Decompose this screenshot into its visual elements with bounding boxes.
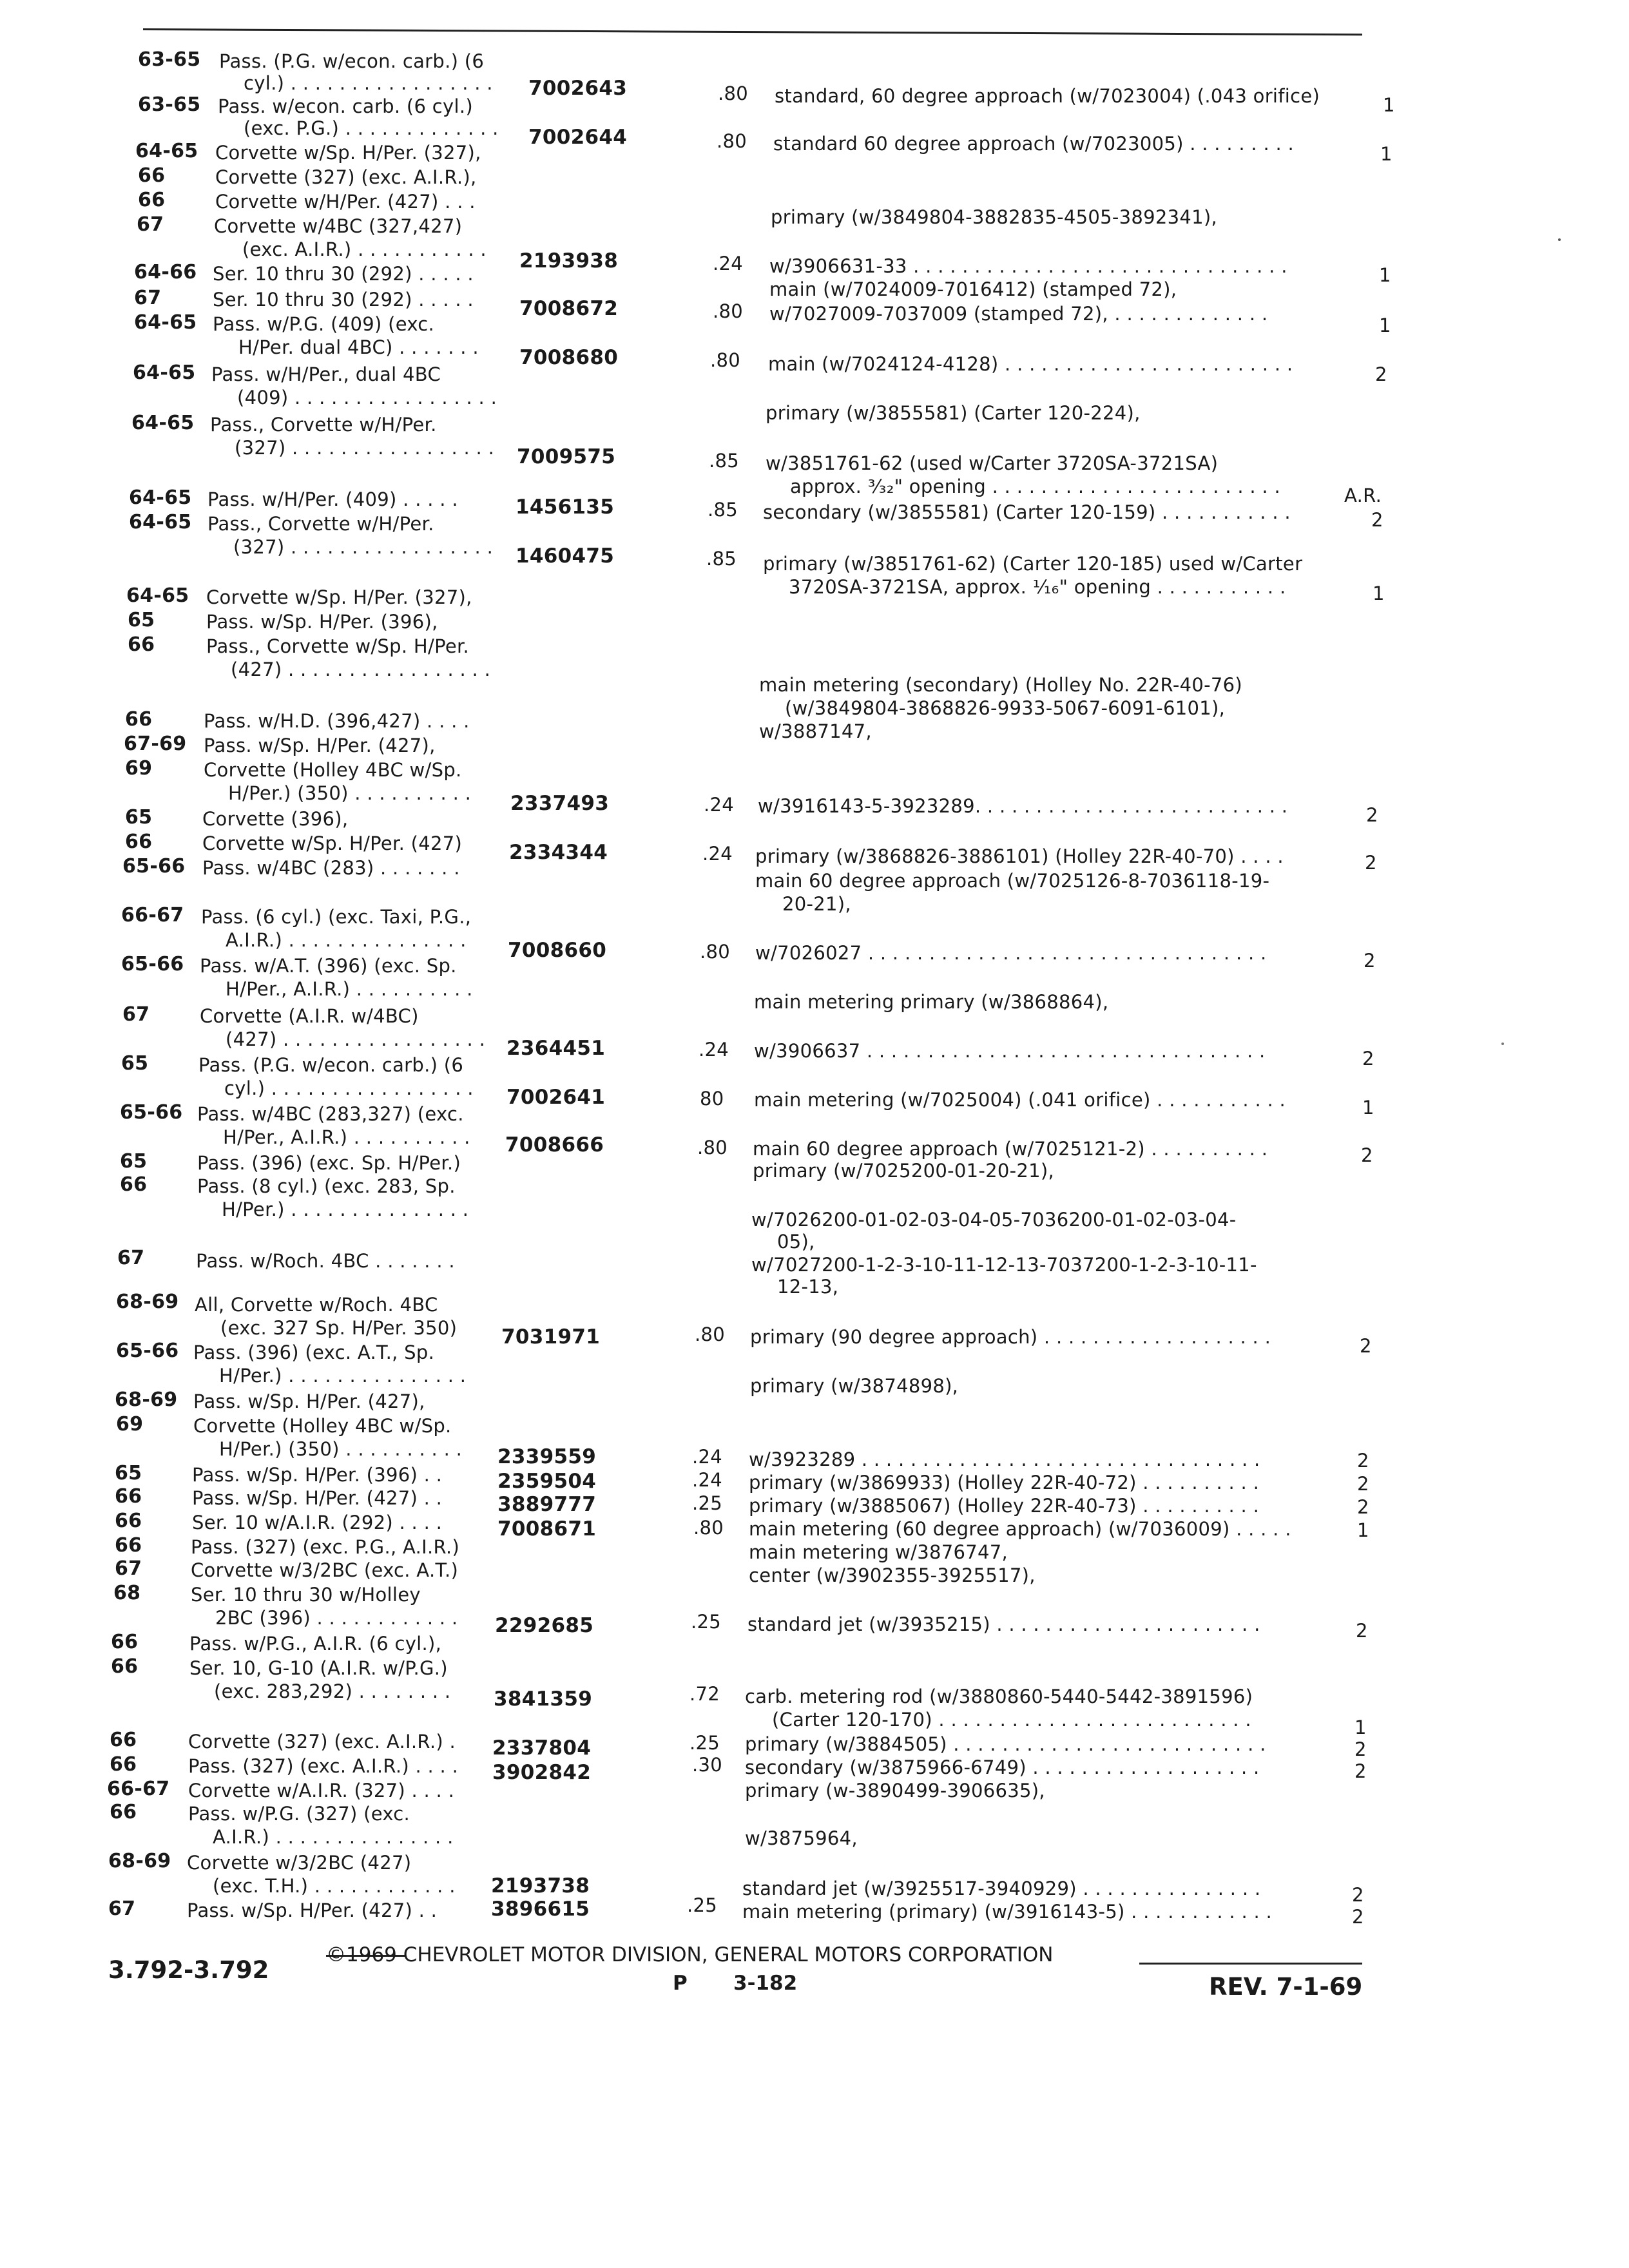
description-text: main 60 degree approach (w/7025126-8-7036118-19-: [755, 870, 1270, 892]
copyright-line: ©1969 CHEVROLET MOTOR DIVISION, GENERAL MOTORS CORPORATION: [326, 1943, 1054, 1966]
part-number: 7008672: [519, 297, 619, 320]
model-year: 68-69: [116, 1291, 179, 1313]
description-text: carb. metering rod (w/3880860-5440-5442-3891596): [745, 1686, 1253, 1707]
application-text: Corvette (327) (exc. A.I.R.) .: [188, 1731, 456, 1753]
quantity: 1: [1379, 314, 1391, 336]
part-number: 2364451: [506, 1037, 606, 1060]
top-rule: [143, 28, 1362, 35]
application-text: Corvette (Holley 4BC w/Sp.: [193, 1415, 452, 1437]
part-number: 2334344: [509, 841, 608, 864]
description-text: primary (w/3869933) (Holley 22R-40-72) . . . . . . . . . .: [749, 1472, 1260, 1494]
part-number: 2337493: [510, 792, 610, 815]
price-group: .30: [692, 1754, 723, 1776]
description-text: w/7027009-7037009 (stamped 72), . . . . . . . . . . . . .: [769, 303, 1268, 325]
part-number: 7008660: [508, 939, 607, 962]
model-year: 65: [121, 1052, 149, 1075]
model-year: 63-65: [138, 48, 201, 71]
quantity: 2: [1362, 1048, 1374, 1070]
description-text: 05),: [777, 1231, 815, 1253]
part-number: 2339559: [497, 1445, 597, 1468]
application-text: (427) . . . . . . . . . . . . . . . . .: [231, 658, 491, 680]
description-text: standard jet (w/3925517-3940929) . . . . . . . . . . . . . . .: [742, 1878, 1261, 1899]
application-text: Ser. 10 w/A.I.R. (292) . . . .: [192, 1512, 443, 1533]
model-year: 67: [117, 1247, 145, 1269]
model-year: 69: [125, 757, 153, 780]
model-year: 66: [111, 1631, 139, 1653]
model-year: 65: [120, 1150, 148, 1173]
description-text: primary (w/3849804-3882835-4505-3892341),: [771, 206, 1218, 228]
model-year: 64-65: [135, 140, 198, 162]
application-text: H/Per.) (350) . . . . . . . . . .: [228, 782, 472, 804]
part-number: 3889777: [497, 1493, 597, 1516]
application-text: H/Per. dual 4BC) . . . . . . .: [238, 336, 479, 358]
price-group: .85: [706, 548, 737, 570]
model-year: 67-69: [124, 733, 187, 755]
part-number: 7002644: [528, 126, 628, 149]
application-text: Pass. w/H.D. (396,427) . . . .: [204, 710, 470, 732]
application-text: (exc. A.I.R.) . . . . . . . . . . .: [242, 238, 487, 260]
application-text: H/Per.) . . . . . . . . . . . . . . .: [222, 1198, 469, 1220]
application-text: (327) . . . . . . . . . . . . . . . . .: [233, 536, 494, 558]
application-text: Corvette w/Sp. H/Per. (427): [202, 832, 463, 854]
price-group: .25: [691, 1611, 722, 1633]
price-group: .85: [708, 499, 738, 521]
price-group: .80: [697, 1137, 728, 1158]
quantity: A.R.: [1344, 485, 1382, 506]
description-text: w/7027200-1-2-3-10-11-12-13-7037200-1-2-3-10-11-: [751, 1254, 1257, 1276]
application-text: Corvette w/H/Per. (427) . . .: [215, 191, 476, 213]
price-group: .80: [695, 1323, 726, 1345]
model-year: 68-69: [108, 1850, 171, 1872]
quantity: 2: [1364, 950, 1376, 972]
page-number: 3-182: [733, 1972, 798, 1995]
model-year: 67: [137, 213, 164, 236]
application-text: Pass. w/A.T. (396) (exc. Sp.: [200, 955, 457, 977]
model-year: 66: [110, 1729, 137, 1751]
description-text: main metering (secondary) (Holley No. 22R-40-76): [759, 674, 1242, 696]
revision-date: REV. 7-1-69: [1209, 1973, 1363, 2001]
price-group: .25: [692, 1492, 723, 1514]
application-text: (409) . . . . . . . . . . . . . . . . .: [237, 387, 497, 408]
model-year: 66: [138, 164, 166, 187]
quantity: 2: [1366, 804, 1378, 826]
application-text: Pass. w/P.G. (327) (exc.: [188, 1803, 410, 1825]
quantity: 2: [1354, 1738, 1367, 1760]
quantity: 2: [1365, 852, 1377, 874]
price-group: 80: [700, 1088, 724, 1110]
footer-rule-right: [1139, 1963, 1362, 1965]
description-text: secondary (w/3875966-6749) . . . . . . . . . . . . . . . . . . .: [745, 1756, 1260, 1778]
model-year: 67: [122, 1003, 150, 1026]
description-text: primary (w/3885067) (Holley 22R-40-73) . . . . . . . . . .: [749, 1495, 1260, 1517]
price-group: .24: [704, 794, 735, 816]
model-year: 69: [116, 1413, 144, 1436]
price-group: .24: [713, 253, 744, 274]
quantity: 1: [1373, 582, 1385, 604]
application-text: Pass. w/Sp. H/Per. (427),: [193, 1390, 425, 1412]
model-year: 66: [111, 1655, 139, 1678]
model-year: 63-65: [138, 93, 201, 116]
part-number: 7009575: [517, 445, 616, 468]
application-text: Corvette w/3/2BC (427): [187, 1852, 412, 1874]
model-year: 66: [110, 1801, 137, 1823]
application-text: 2BC (396) . . . . . . . . . . . .: [215, 1607, 458, 1629]
application-text: Pass. (P.G. w/econ. carb.) (6: [219, 50, 485, 72]
application-text: Pass. (396) (exc. A.T., Sp.: [193, 1341, 435, 1363]
application-text: (exc. T.H.) . . . . . . . . . . . .: [213, 1875, 456, 1897]
description-text: w/3887147,: [759, 720, 872, 742]
description-text: primary (w/3855581) (Carter 120-224),: [766, 402, 1141, 424]
application-text: Pass. (P.G. w/econ. carb.) (6: [198, 1054, 464, 1076]
application-text: Pass. (8 cyl.) (exc. 283, Sp.: [197, 1175, 456, 1197]
application-text: Ser. 10 thru 30 (292) . . . . .: [213, 263, 474, 285]
application-text: All, Corvette w/Roch. 4BC: [195, 1294, 438, 1316]
application-text: Corvette (396),: [202, 808, 349, 830]
part-number: 2193738: [491, 1874, 590, 1898]
application-text: H/Per.) . . . . . . . . . . . . . . .: [219, 1365, 467, 1387]
application-text: Pass. w/4BC (283) . . . . . . .: [202, 857, 460, 879]
application-text: (327) . . . . . . . . . . . . . . . . .: [235, 437, 495, 459]
description-text: primary (w/3851761-62) (Carter 120-185) used w/Carter: [763, 553, 1303, 575]
application-text: Pass. w/H/Per., dual 4BC: [211, 363, 441, 385]
application-text: Pass. (327) (exc. P.G., A.I.R.): [191, 1536, 460, 1558]
quantity: 2: [1356, 1620, 1368, 1642]
model-year: 64-65: [129, 511, 192, 533]
description-text: w/3906631-33 . . . . . . . . . . . . . . . . . . . . . . . . . . . . . . .: [769, 255, 1287, 277]
model-year: 67: [134, 287, 162, 309]
description-text: primary (90 degree approach) . . . . . . . . . . . . . . . . . . .: [750, 1326, 1271, 1348]
description-text: primary (w-3890499-3906635),: [745, 1780, 1045, 1802]
application-text: Pass. w/P.G. (409) (exc.: [213, 313, 435, 335]
description-text: w/3875964,: [745, 1827, 858, 1849]
description-text: (w/3849804-3868826-9933-5067-6091-6101),: [785, 697, 1226, 719]
application-text: Pass. (396) (exc. Sp. H/Per.): [197, 1152, 461, 1174]
model-year: 64-65: [131, 412, 195, 434]
quantity: 2: [1352, 1906, 1364, 1928]
description-text: standard, 60 degree approach (w/7023004) (.043 orifice): [775, 85, 1320, 107]
quantity: 2: [1371, 509, 1383, 531]
quantity: 2: [1360, 1335, 1372, 1357]
model-year: 66: [128, 633, 155, 656]
price-group: .80: [700, 941, 731, 963]
model-year: 66: [110, 1753, 137, 1776]
price-group: .25: [687, 1894, 718, 1916]
part-number: 3841359: [494, 1687, 593, 1711]
price-group: .25: [689, 1732, 720, 1754]
scan-speck: [1558, 238, 1561, 241]
price-group: .24: [692, 1446, 723, 1468]
price-group: .80: [710, 349, 741, 371]
application-text: Corvette w/Sp. H/Per. (327),: [206, 586, 472, 608]
model-year: 65: [125, 806, 153, 829]
part-number: 3902842: [492, 1761, 592, 1784]
model-year: 65-66: [120, 1101, 183, 1124]
application-text: Ser. 10 thru 30 (292) . . . . .: [213, 289, 474, 311]
description-text: w/7026027 . . . . . . . . . . . . . . . . . . . . . . . . . . . . . . . . .: [755, 942, 1267, 964]
description-text: main (w/7024124-4128) . . . . . . . . . . . . . . . . . . . . . . . .: [768, 353, 1293, 375]
description-text: main 60 degree approach (w/7025121-2) . . . . . . . . . .: [753, 1138, 1268, 1160]
description-text: primary (w/3884505) . . . . . . . . . . . . . . . . . . . . . . . . . .: [745, 1733, 1266, 1755]
model-year: 65-66: [122, 855, 186, 878]
application-text: H/Per., A.I.R.) . . . . . . . . . .: [226, 978, 473, 1000]
part-number: 7008666: [505, 1133, 604, 1157]
part-number: 2292685: [495, 1614, 594, 1637]
application-text: A.I.R.) . . . . . . . . . . . . . . .: [213, 1826, 454, 1848]
description-text: standard 60 degree approach (w/7023005) . . . . . . . . .: [773, 133, 1295, 155]
description-text: primary (w/3874898),: [750, 1375, 959, 1397]
part-number: 7008680: [519, 346, 619, 369]
model-year: 68: [113, 1582, 141, 1604]
part-number: 2359504: [497, 1470, 597, 1493]
part-number: 7002641: [506, 1086, 606, 1109]
quantity: 1: [1379, 264, 1391, 286]
description-text: 20-21),: [782, 893, 851, 915]
model-year: 67: [115, 1557, 142, 1580]
model-year: 66: [115, 1510, 142, 1532]
application-text: Pass. w/econ. carb. (6 cyl.): [218, 95, 474, 117]
model-year: 66: [120, 1173, 148, 1196]
model-year: 65: [115, 1462, 142, 1485]
description-text: main metering (60 degree approach) (w/7036009) . . . . .: [749, 1518, 1291, 1540]
model-year: 65-66: [121, 953, 184, 975]
application-text: Pass. w/4BC (283,327) (exc.: [197, 1103, 464, 1125]
description-text: w/3916143-5-3923289. . . . . . . . . . . . . . . . . . . . . . . . . .: [758, 795, 1288, 817]
quantity: 1: [1380, 143, 1393, 165]
model-year: 66-67: [121, 904, 184, 927]
quantity: 2: [1361, 1144, 1373, 1166]
description-text: main metering (w/7025004) (.041 orifice) . . . . . . . . . . .: [754, 1089, 1286, 1111]
part-number: 1456135: [516, 495, 615, 519]
description-text: primary (w/3868826-3886101) (Holley 22R-40-70) . . . .: [755, 845, 1284, 867]
model-year: 66: [125, 708, 153, 731]
model-year: 64-65: [134, 311, 197, 334]
description-text: w/3923289 . . . . . . . . . . . . . . . . . . . . . . . . . . . . . . . . .: [749, 1448, 1260, 1470]
quantity: 1: [1383, 94, 1395, 116]
application-text: Ser. 10, G-10 (A.I.R. w/P.G.): [189, 1657, 448, 1679]
part-number: 7031971: [501, 1325, 601, 1349]
description-text: approx. ³⁄₃₂" opening . . . . . . . . . . . . . . . . . . . . . . . .: [790, 476, 1280, 497]
model-year: 68-69: [115, 1389, 178, 1411]
application-text: cyl.) . . . . . . . . . . . . . . . . .: [244, 72, 493, 94]
quantity: 2: [1357, 1496, 1369, 1518]
description-text: center (w/3902355-3925517),: [749, 1564, 1036, 1586]
description-text: standard jet (w/3935215) . . . . . . . . . . . . . . . . . . . . . .: [747, 1613, 1260, 1635]
part-number: 3896615: [491, 1898, 590, 1921]
page-code: 3.792-3.792: [108, 1956, 269, 1984]
application-text: (427) . . . . . . . . . . . . . . . . .: [226, 1028, 486, 1050]
application-text: Pass. (327) (exc. A.I.R.) . . . .: [188, 1755, 459, 1777]
application-text: Pass., Corvette w/Sp. H/Per.: [206, 635, 470, 657]
section-letter: P: [673, 1972, 688, 1995]
application-text: Pass. w/P.G., A.I.R. (6 cyl.),: [189, 1633, 442, 1655]
description-text: 12-13,: [777, 1276, 839, 1298]
model-year: 66: [138, 189, 166, 211]
price-group: .24: [692, 1469, 723, 1491]
application-text: Pass. w/Sp. H/Per. (396) . .: [192, 1464, 443, 1486]
price-group: .80: [717, 130, 747, 152]
application-text: Pass. w/Sp. H/Per. (396),: [206, 611, 438, 633]
description-text: main metering (primary) (w/3916143-5) . . . . . . . . . . . .: [742, 1901, 1273, 1923]
part-number: 1460475: [516, 544, 615, 568]
model-year: 65: [128, 609, 155, 631]
application-text: H/Per.) (350) . . . . . . . . . .: [219, 1438, 463, 1460]
price-group: .24: [699, 1039, 729, 1061]
application-text: Pass. w/H/Per. (409) . . . . .: [207, 488, 458, 510]
application-text: Corvette (A.I.R. w/4BC): [200, 1005, 419, 1027]
model-year: 64-66: [134, 261, 197, 284]
application-text: Ser. 10 thru 30 w/Holley: [191, 1584, 421, 1606]
model-year: 66: [125, 831, 153, 853]
application-text: Corvette w/3/2BC (exc. A.T.): [191, 1559, 459, 1581]
model-year: 64-65: [126, 584, 189, 607]
part-number: 2337804: [492, 1736, 592, 1760]
model-year: 66: [115, 1534, 142, 1557]
scan-speck: [1501, 1043, 1504, 1045]
model-year: 66-67: [107, 1778, 170, 1800]
description-text: (Carter 120-170) . . . . . . . . . . . . . . . . . . . . . . . . . .: [772, 1709, 1251, 1731]
price-group: .24: [702, 843, 733, 865]
application-text: Pass. w/Sp. H/Per. (427) . .: [192, 1487, 443, 1509]
model-year: 64-65: [129, 486, 192, 509]
description-text: primary (w/7025200-01-20-21),: [753, 1160, 1054, 1182]
part-number: 7008671: [497, 1517, 597, 1541]
description-text: 3720SA-3721SA, approx. ¹⁄₁₆" opening . . . . . . . . . . .: [789, 576, 1286, 598]
model-year: 65-66: [116, 1340, 179, 1362]
application-text: Corvette w/4BC (327,427): [214, 215, 463, 237]
application-text: Pass. w/Roch. 4BC . . . . . . .: [196, 1250, 455, 1272]
quantity: 2: [1357, 1450, 1369, 1472]
quantity: 2: [1354, 1760, 1367, 1782]
application-text: Corvette (Holley 4BC w/Sp.: [204, 759, 462, 781]
application-text: Pass., Corvette w/H/Per.: [210, 414, 437, 436]
application-text: Corvette w/A.I.R. (327) . . . .: [188, 1780, 455, 1802]
description-text: main metering primary (w/3868864),: [754, 991, 1109, 1013]
application-text: cyl.) . . . . . . . . . . . . . . . . .: [224, 1077, 474, 1099]
description-text: w/3906637 . . . . . . . . . . . . . . . . . . . . . . . . . . . . . . . . .: [754, 1040, 1266, 1062]
description-text: secondary (w/3855581) (Carter 120-159) . . . . . . . . . . .: [763, 501, 1291, 523]
quantity: 2: [1357, 1473, 1369, 1495]
part-number: 7002643: [528, 77, 628, 100]
quantity: 1: [1357, 1519, 1369, 1541]
price-group: .85: [709, 450, 740, 472]
quantity: 2: [1375, 363, 1387, 385]
price-group: .80: [718, 82, 749, 104]
model-year: 64-65: [133, 361, 196, 384]
application-text: Pass. w/Sp. H/Per. (427),: [204, 735, 436, 756]
application-text: Corvette (327) (exc. A.I.R.),: [215, 166, 477, 188]
application-text: Pass., Corvette w/H/Per.: [207, 513, 434, 535]
quantity: 1: [1354, 1716, 1367, 1738]
description-text: w/3851761-62 (used w/Carter 3720SA-3721SA): [766, 452, 1219, 474]
price-group: .80: [693, 1517, 724, 1539]
description-text: w/7026200-01-02-03-04-05-7036200-01-02-03-04-: [751, 1209, 1237, 1231]
model-year: 67: [108, 1898, 136, 1920]
part-number: 2193938: [519, 249, 619, 273]
description-text: main metering w/3876747,: [749, 1541, 1008, 1563]
application-text: H/Per., A.I.R.) . . . . . . . . . .: [223, 1126, 470, 1148]
application-text: Pass. w/Sp. H/Per. (427) . .: [187, 1899, 438, 1921]
application-text: (exc. 327 Sp. H/Per. 350): [220, 1317, 458, 1339]
application-text: A.I.R.) . . . . . . . . . . . . . . .: [226, 929, 467, 951]
model-year: 66: [115, 1485, 142, 1508]
application-text: (exc. 283,292) . . . . . . . .: [214, 1680, 451, 1702]
price-group: .72: [689, 1683, 720, 1705]
application-text: (exc. P.G.) . . . . . . . . . . . . .: [244, 117, 499, 139]
application-text: Corvette w/Sp. H/Per. (327),: [215, 142, 481, 164]
quantity: 2: [1352, 1884, 1364, 1906]
description-text: main (w/7024009-7016412) (stamped 72),: [769, 278, 1177, 300]
price-group: .80: [713, 300, 744, 322]
quantity: 1: [1362, 1097, 1374, 1119]
application-text: Pass. (6 cyl.) (exc. Taxi, P.G.,: [201, 906, 472, 928]
